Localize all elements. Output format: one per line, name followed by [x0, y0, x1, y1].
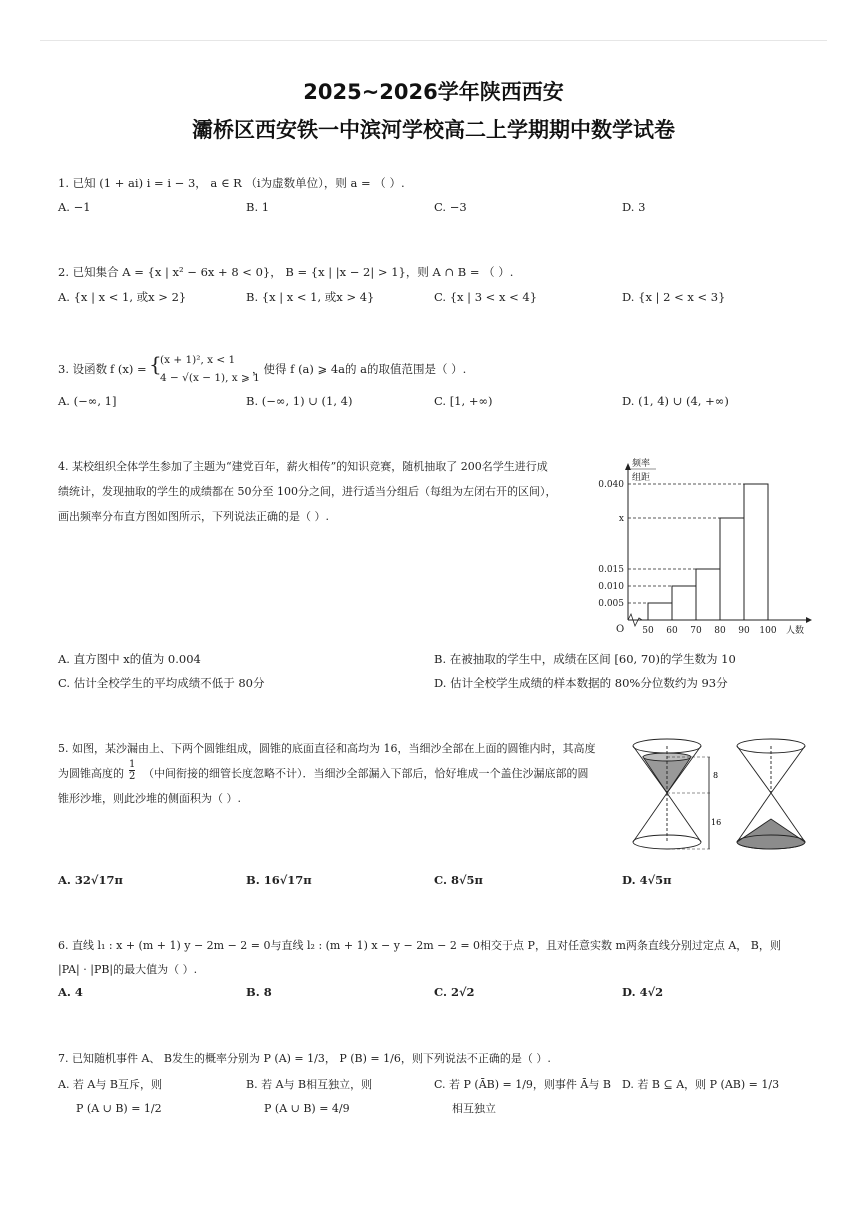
- q7-option-d: D. 若 B ⊆ A，则 P (AB) = 1/3: [622, 1078, 780, 1091]
- height-label-16: 16: [711, 818, 722, 827]
- y-tick-label: x: [618, 514, 624, 524]
- question-3-fx: f (x) =: [110, 362, 147, 376]
- piecewise-brace: {: [149, 352, 162, 376]
- x-tick-label: 90: [738, 626, 750, 636]
- q1-option-a: A. −1: [58, 200, 91, 214]
- histogram-bar: [744, 484, 768, 620]
- exam-title-line2: 灞桥区西安铁一中滨河学校高二上学期期中数学试卷: [192, 118, 675, 142]
- fraction-numerator: 1: [129, 759, 136, 770]
- x-tick-label: 70: [690, 626, 702, 636]
- y-tick-label: 0.015: [598, 565, 624, 575]
- fraction-denominator: 2: [129, 771, 136, 782]
- question-5-line-2-pre: 为圆锥高度的: [58, 767, 124, 780]
- q7-option-c-line-2: 相互独立: [452, 1102, 496, 1115]
- q2-option-c: C. {x | 3 < x < 4}: [434, 290, 538, 304]
- question-6-line-1: 6. 直线 l₁ : x + (m + 1) y − 2m − 2 = 0与直线 l₂ : (m + 1) x − y − 2m − 2 = 0相交于点 P，且对任意实数 m两条直线分别过定点 A， B，则: [58, 939, 781, 952]
- question-5-line-3: 锥形沙堆，则此沙堆的侧面积为（ ）.: [58, 792, 241, 805]
- q7-option-a-line-2: P (A ∪ B) = 1/2: [76, 1102, 162, 1115]
- q4-option-c: C. 估计全校学生的平均成绩不低于 80分: [58, 676, 265, 690]
- x-axis-label: 人数: [786, 626, 805, 636]
- fraction-half: [129, 759, 135, 782]
- q2-option-d: D. {x | 2 < x < 3}: [622, 290, 726, 304]
- question-4-line-3: 画出频率分布直方图如图所示，下列说法正确的是（ ）.: [58, 510, 329, 523]
- x-tick-label: 100: [759, 626, 777, 636]
- q4-option-a: A. 直方图中 x的值为 0.004: [58, 652, 201, 666]
- piecewise-case-1: (x + 1)², x < 1: [160, 354, 236, 366]
- x-tick-label: 80: [714, 626, 726, 636]
- question-2-stem: 2. 已知集合 A = {x | x² − 6x + 8 < 0}， B = {x | |x − 2| > 1}，则 A ∩ B = （ ）.: [58, 265, 514, 279]
- y-tick-label: 0.005: [598, 599, 624, 609]
- q6-option-b: B. 8: [246, 985, 272, 999]
- y-axis-arrow: [625, 463, 631, 470]
- q7-option-c-line-1: C. 若 P (ĀB) = 1/9，则事件 Ā与 B: [434, 1078, 611, 1091]
- q6-option-a: A. 4: [58, 985, 83, 999]
- x-tick-label: 50: [642, 626, 654, 636]
- histogram-bar: [696, 569, 720, 620]
- q4-option-d: D. 估计全校学生成绩的样本数据的 80%分位数约为 93分: [434, 676, 728, 690]
- q1-option-d: D. 3: [622, 200, 646, 214]
- x-tick-label: 60: [666, 626, 678, 636]
- q2-option-a: A. {x | x < 1, 或x > 2}: [58, 290, 187, 304]
- height-label-8: 8: [713, 771, 719, 780]
- question-1-stem: 1. 已知 (1 + ai) i = i − 3， a ∈ R （i为虚数单位），则 a = （ ）.: [58, 176, 405, 190]
- q3-option-d: D. (1, 4) ∪ (4, +∞): [622, 394, 729, 408]
- q7-option-b-line-2: P (A ∪ B) = 4/9: [264, 1102, 350, 1115]
- q6-option-c: C. 2√2: [434, 985, 475, 999]
- q5-option-c: C. 8√5π: [434, 873, 483, 887]
- question-5-line-1: 5. 如图，某沙漏由上、下两个圆锥组成，圆锥的底面直径和高均为 16，当细沙全部在上面的圆锥内时，其高度: [58, 742, 596, 755]
- question-4-line-2: 绩统计，发现抽取的学生的成绩都在 50分至 100分之间，进行适当分组后（每组为左闭右开的区间），: [58, 485, 557, 498]
- q3-option-c: C. [1, +∞): [434, 394, 493, 408]
- histogram-bar: [720, 518, 744, 620]
- q3-option-a: A. (−∞, 1]: [58, 394, 117, 408]
- y-tick-label: 0.010: [598, 582, 624, 592]
- y-tick-label: 0.040: [598, 480, 624, 490]
- q7-option-a-line-1: A. 若 A与 B互斥，则: [58, 1078, 162, 1091]
- q7-option-b-line-1: B. 若 A与 B相互独立，则: [246, 1078, 373, 1091]
- question-3-stem-pre: 3. 设函数: [58, 362, 108, 376]
- y-axis-label-top: 频率: [632, 459, 651, 469]
- q5-option-a: A. 32√17π: [58, 873, 123, 887]
- q5-option-b: B. 16√17π: [246, 873, 312, 887]
- q1-option-c: C. −3: [434, 200, 467, 214]
- histogram-bar: [672, 586, 696, 620]
- q2-option-b: B. {x | x < 1, 或x > 4}: [246, 290, 375, 304]
- question-3-stem-post: ，使得 f (a) ⩾ 4a的 a的取值范围是（ ）.: [252, 362, 467, 376]
- q4-option-b: B. 在被抽取的学生中，成绩在区间 [60, 70)的学生数为 10: [434, 652, 736, 666]
- hourglass-figure: [625, 735, 815, 860]
- piecewise-case-2: 4 − √(x − 1), x ⩾ 1: [160, 372, 260, 384]
- q5-option-d: D. 4√5π: [622, 873, 672, 887]
- question-6-line-2: |PA| · |PB|的最大值为（ ）.: [58, 963, 198, 976]
- histogram-bar: [648, 603, 672, 620]
- question-4-line-1: 4. 某校组织全体学生参加了主题为“建党百年，薪火相传”的知识竞赛，随机抽取了 200名学生进行成: [58, 460, 548, 473]
- top-rule: [40, 40, 827, 41]
- q3-option-b: B. (−∞, 1) ∪ (1, 4): [246, 394, 353, 408]
- origin-label: O: [616, 624, 625, 635]
- x-axis-arrow: [806, 617, 812, 623]
- q6-option-d: D. 4√2: [622, 985, 664, 999]
- exam-title-line1: 2025~2026学年陕西西安: [303, 80, 564, 104]
- q1-option-b: B. 1: [246, 200, 270, 214]
- y-axis-label-bottom: 组距: [632, 473, 651, 483]
- question-5-line-2-post: （中间衔接的细管长度忽略不计）．当细沙全部漏入下部后，恰好堆成一个盖住沙漏底部的圆: [143, 767, 589, 780]
- question-7-stem: 7. 已知随机事件 A、 B发生的概率分别为 P (A) = 1/3， P (B) = 1/6，则下列说法不正确的是（ ）.: [58, 1052, 551, 1065]
- frequency-histogram: [590, 455, 818, 640]
